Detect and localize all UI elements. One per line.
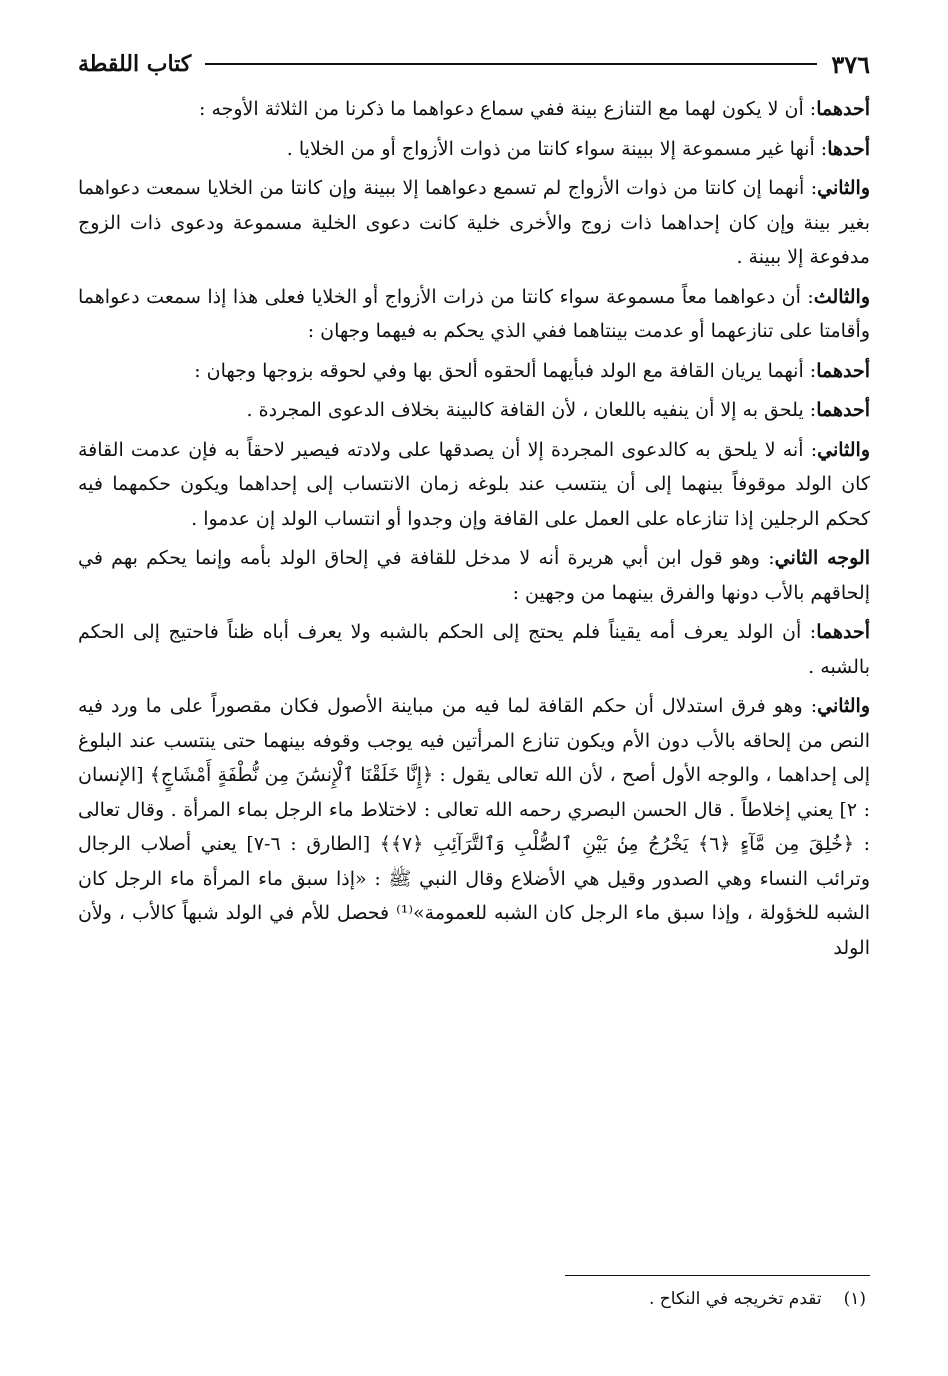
paragraph	[78, 393, 870, 428]
paragraph-text: : وهو قول ابن أبي هريرة أنه لا مدخل للقافة في إلحاق الولد بأمه وإنما يحكم بهم في إلحاقهم بالأب دونها والفرق بينهما من وجهين :	[78, 547, 870, 604]
paragraph-text: : أنهما يريان القافة مع الولد فبأيهما ألحقوه ألحق بها وفي لحوقه بزوجها وجهان :	[194, 359, 817, 382]
paragraph	[78, 280, 870, 349]
paragraph-label: أحدها	[827, 137, 870, 160]
paragraph-text: : أنها غير مسموعة إلا ببينة سواء كانتا من ذوات الأزواج أو من الخلايا .	[286, 137, 828, 160]
paragraph-text: : يلحق به إلا أن ينفيه باللعان ، لأن القافة كالبينة بخلاف الدعوى المجردة .	[246, 399, 817, 421]
paragraph	[78, 541, 870, 610]
paragraph-label: أحدهما	[816, 621, 870, 643]
body-text	[78, 92, 870, 965]
paragraph	[78, 92, 870, 127]
paragraph	[78, 354, 870, 389]
paragraph-text: : أن لا يكون لهما مع التنازع بينة ففي سماع دعواهما ما ذكرنا من الثلاثة الأوجه :	[199, 98, 817, 120]
paragraph-label: والثالث	[813, 285, 870, 308]
paragraph-text: : أن دعواهما معاً مسموعة سواء كانتا من ذرات الأزواج أو الخلايا فعلى هذا إذا سمعت دعواهما وأقامتا على تنازعهما أو عدمت بينتاهما ففي الذي يحكم به فيهما وجهان :	[78, 285, 870, 342]
header-rule	[205, 63, 817, 65]
paragraph-label: الوجه الثاني	[774, 547, 870, 569]
paragraph	[78, 615, 870, 684]
paragraph	[78, 433, 870, 537]
page-number: ٣٧٦	[831, 49, 870, 79]
paragraph-text: : أنه لا يلحق به كالدعوى المجردة إلا أن يصدقها على ولادته فيصير لاحقاً به فإن عدمت القافة كان الولد موقوفاً بينهما إلى أن ينتسب عند بلوغه زمان الانتساب إلى إحداهما ويكون حكمهما فيه كحكم الرجلين إذا تنازعاه على العمل على القافة وإن وجدوا أو انتساب الولد إن عدموا .	[78, 438, 870, 530]
footnote-marker: (١)	[843, 1289, 866, 1309]
paragraph	[78, 132, 870, 167]
footnote	[649, 1286, 866, 1312]
book-title: كتاب اللقطة	[78, 51, 192, 77]
paragraph-text: : أنهما إن كانتا من ذوات الأزواج لم تسمع دعواهما إلا ببينة وإن كانتا من الخلايا سمعت دعواهما بغير بينة وإن كان إحداهما ذات زوج والأخرى خلية كانت دعوى الخلية مسموعة ودعوى ذات الزوج مدفوعة إلا ببينة .	[78, 177, 870, 268]
paragraph-label: والثاني	[817, 695, 870, 717]
paragraph-label: أحدهما	[816, 98, 870, 120]
footnote-rule	[565, 1275, 870, 1276]
paragraph-text: : أن الولد يعرف أمه يقيناً فلم يحتج إلى الحكم بالشبه ولا يعرف أباه ظناً فاحتيج إلى الحكم بالشبه .	[78, 621, 870, 678]
paragraph	[78, 171, 870, 275]
page	[78, 42, 870, 970]
footnote-text: تقدم تخريجه في النكاح .	[649, 1289, 822, 1309]
paragraph-label: والثاني	[817, 177, 870, 199]
page-header	[78, 42, 870, 86]
paragraph	[78, 689, 870, 965]
paragraph-label: والثاني	[817, 438, 870, 461]
paragraph-label: أحدهما	[816, 399, 870, 421]
paragraph-label: أحدهما	[816, 359, 870, 382]
paragraph-text: : وهو فرق استدلال أن حكم القافة لما فيه من مباينة الأصول فكان مقصوراً على ما ورد فيه النص من إلحاقه بالأب دون الأم ويكون تنازع المرأتين فيه يوجب وقوفه بينهما حتى ينتسب عند البلوغ إلى إحداهما ، والوجه الأول أصح ، لأن الله تعالى يقول : ﴿إِنَّا خَلَقْنَا ٱلْإِنسَٰنَ مِن نُّطْفَةٍ أَمْشَاجٍ﴾ [الإنسان : ٢] يعني إخلاطاً . قال الحسن البصري رحمه الله تعالى : لاختلاط ماء الرجل بماء المرأة . وقال تعالى : ﴿خُلِقَ مِن مَّآءٍ ﴿٦﴾ يَخْرُجُ مِنۢ بَيْنِ ٱلصُّلْبِ وَٱلتَّرَآئِبِ ﴿٧﴾﴾ [الطارق : ٦-٧] يعني أصلاب الرجال وترائب النساء وهي الصدور وقيل هي الأضلاع وقال النبي ﷺ : «إذا سبق ماء المرأة ماء الرجل كان الشبه للخؤولة ، وإذا سبق ماء الرجل كان الشبه للعمومة»⁽¹⁾ فحصل للأم في الولد شبهاً كالأب ، ولأن الولد	[78, 695, 870, 959]
